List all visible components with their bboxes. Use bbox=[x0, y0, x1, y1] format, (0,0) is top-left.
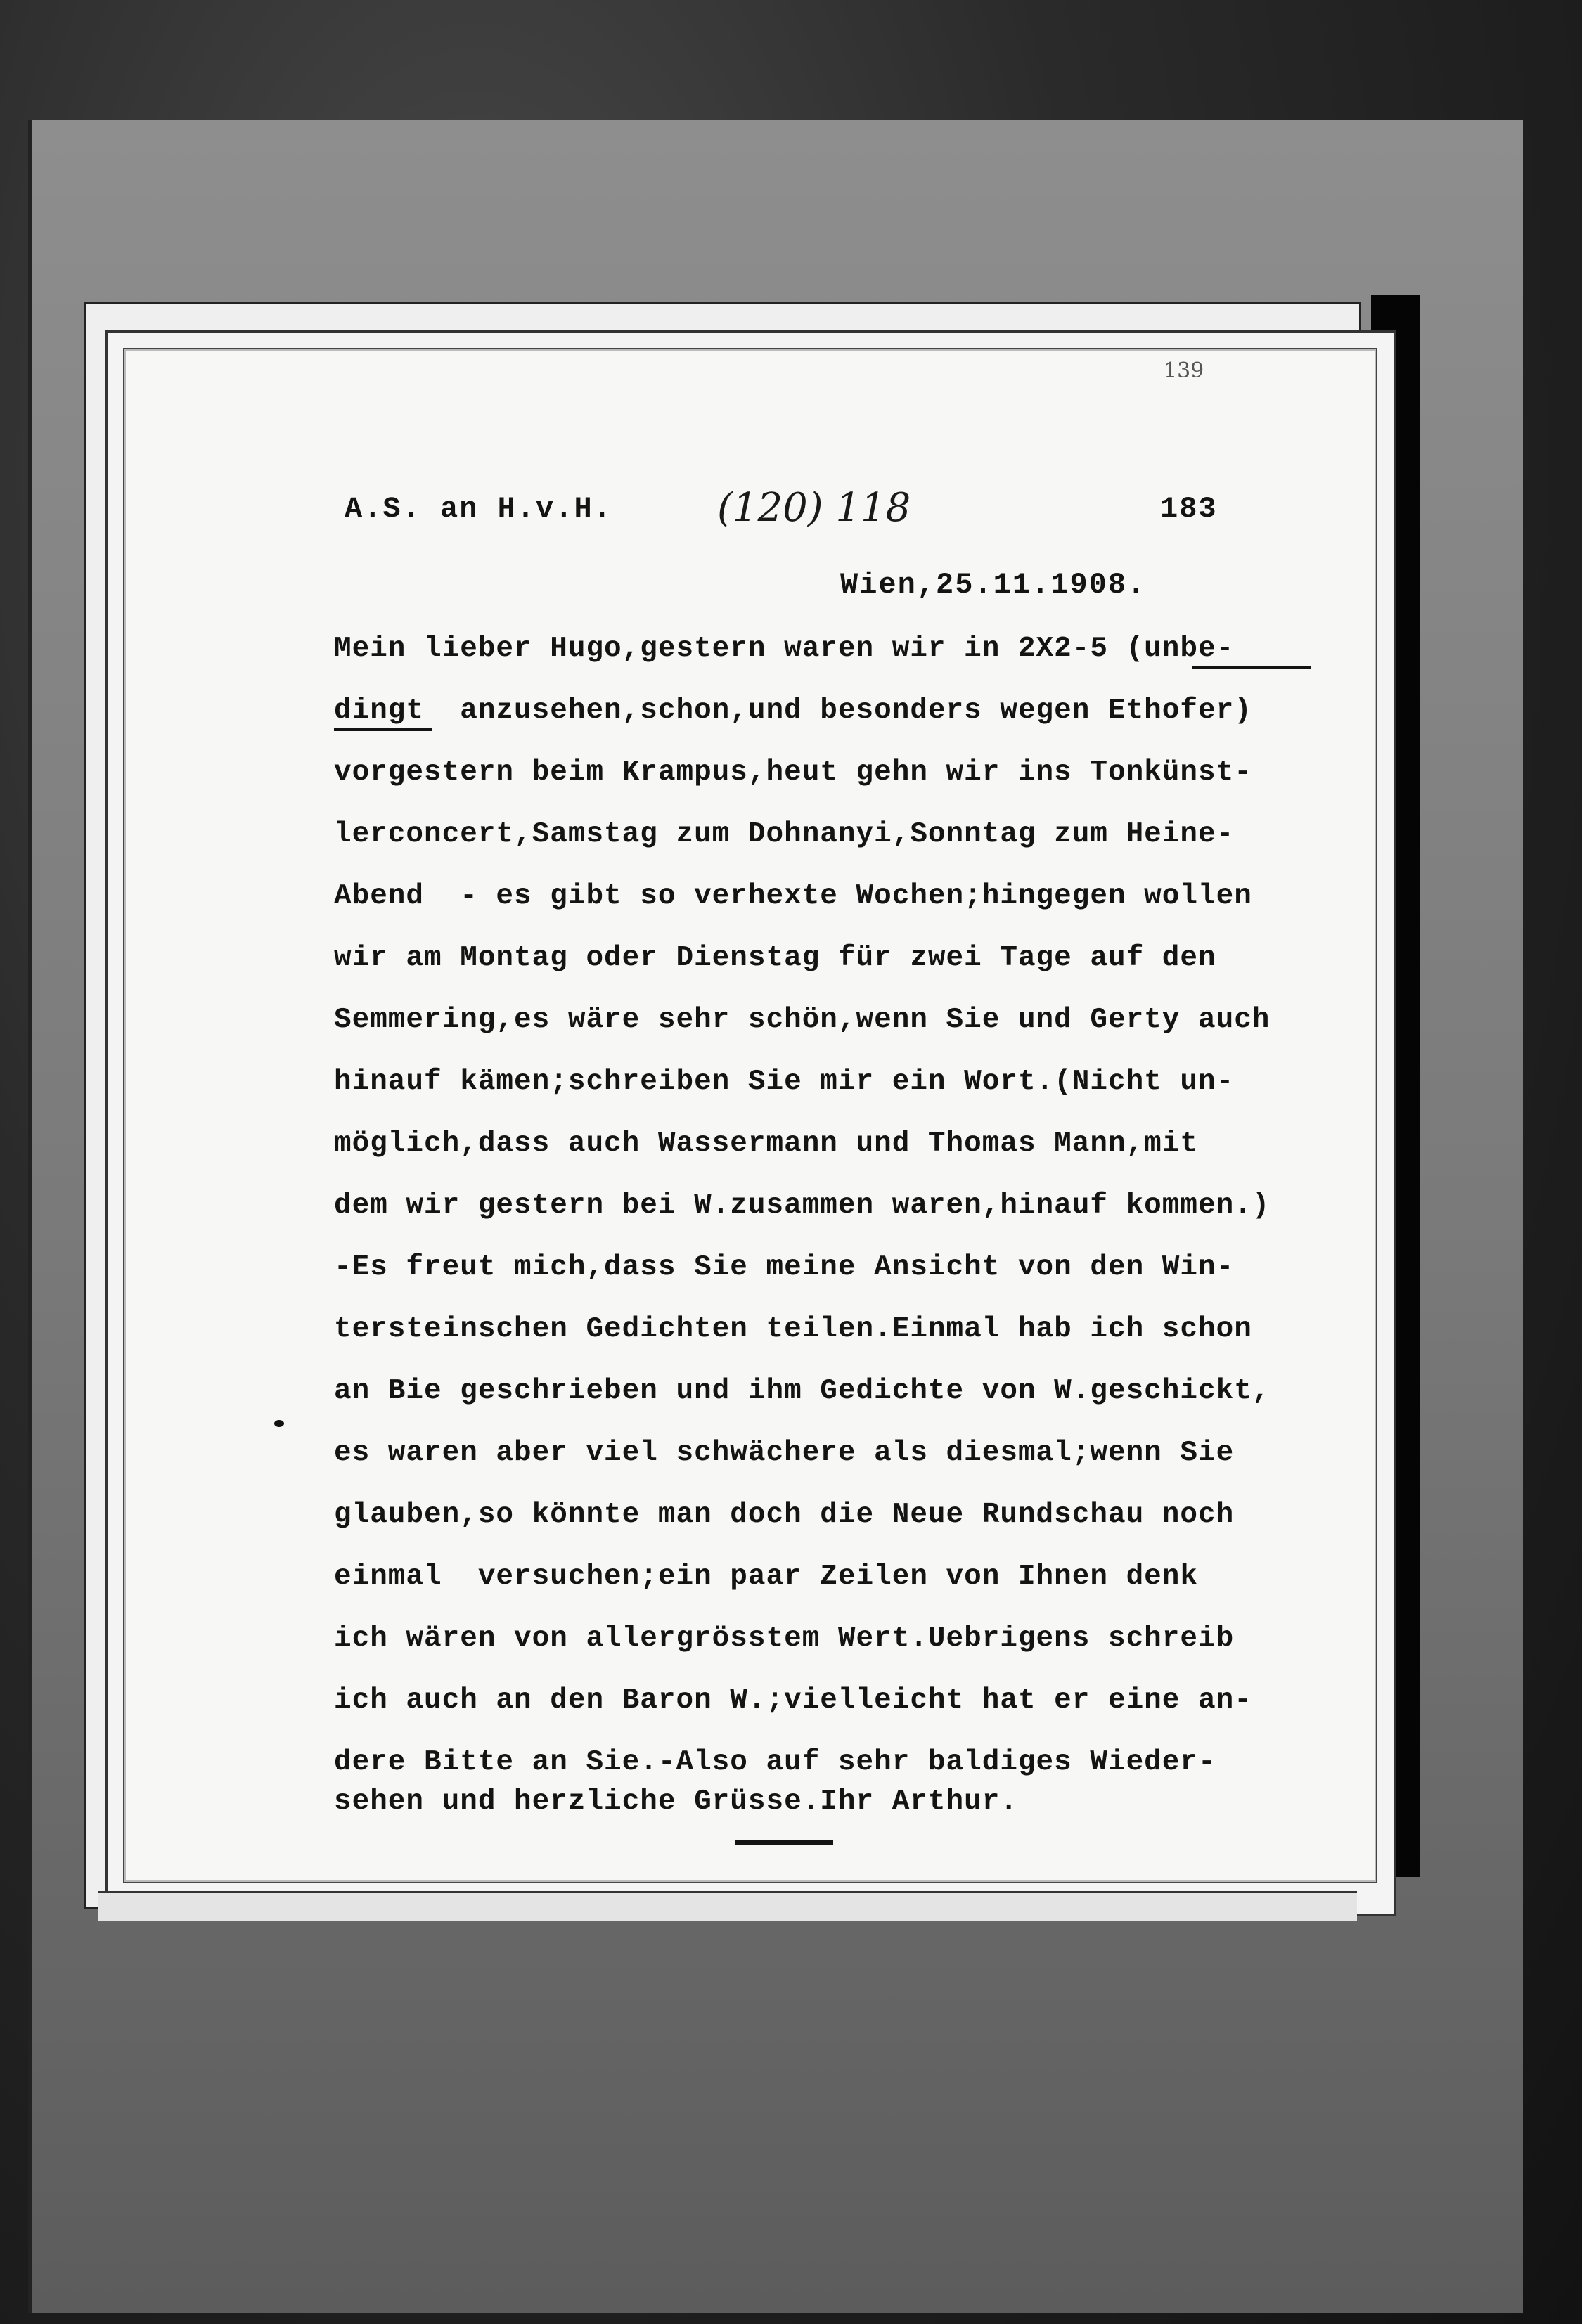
letter-line-9: möglich,dass auch Wassermann und Thomas Mann,mit bbox=[334, 1128, 1198, 1160]
letter-line-18: ich auch an den Baron W.;vielleicht hat er eine an- bbox=[334, 1684, 1252, 1717]
underline-unbe bbox=[1192, 666, 1311, 669]
letter-date-line: Wien,25.11.1908. bbox=[840, 568, 1147, 602]
letter-line-7: Semmering,es wäre sehr schön,wenn Sie und Gerty auch bbox=[334, 1004, 1271, 1036]
letter-line-8: hinauf kämen;schreiben Sie mir ein Wort.(Nicht un- bbox=[334, 1066, 1235, 1098]
letter-line-14: es waren aber viel schwächere als diesmal;wenn Sie bbox=[334, 1437, 1235, 1469]
letter-line-19: dere Bitte an Sie.-Also auf sehr baldiges Wieder- bbox=[334, 1746, 1216, 1778]
handwritten-archive-mark: (120) 118 bbox=[717, 485, 911, 531]
letter-line-4: lerconcert,Samstag zum Dohnanyi,Sonntag zum Heine- bbox=[334, 818, 1235, 851]
letter-line-10: dem wir gestern bei W.zusammen waren,hinauf kommen.) bbox=[334, 1189, 1271, 1222]
page-stack-edge bbox=[98, 1891, 1357, 1921]
letter-line-6: wir am Montag oder Dienstag für zwei Tage auf den bbox=[334, 942, 1216, 974]
letter-line-1: Mein lieber Hugo,gestern waren wir in 2X2-5 (unbe- bbox=[334, 633, 1235, 665]
letter-line-2: dingt anzusehen,schon,und besonders wegen Ethofer) bbox=[334, 695, 1252, 727]
letter-header-sender-recipient: A.S. an H.v.H. bbox=[345, 492, 612, 526]
letter-line-15: glauben,so könnte man doch die Neue Rundschau noch bbox=[334, 1499, 1235, 1531]
underline-dingt bbox=[334, 728, 432, 731]
archive-pencil-number: 139 bbox=[1164, 359, 1204, 383]
letter-line-16: einmal versuchen;ein paar Zeilen von Ihnen denk bbox=[334, 1561, 1198, 1593]
letter-page-number: 183 bbox=[1160, 492, 1218, 526]
ink-speck bbox=[274, 1420, 284, 1427]
signoff-rule bbox=[735, 1840, 833, 1845]
letter-line-12: tersteinschen Gedichten teilen.Einmal hab ich schon bbox=[334, 1313, 1252, 1345]
letter-line-20: sehen und herzliche Grüsse.Ihr Arthur. bbox=[334, 1786, 1018, 1818]
letter-line-11: -Es freut mich,dass Sie meine Ansicht von den Win- bbox=[334, 1251, 1235, 1284]
letter-line-3: vorgestern beim Krampus,heut gehn wir ins Tonkünst- bbox=[334, 756, 1252, 789]
letter-line-13: an Bie geschrieben und ihm Gedichte von W.geschickt, bbox=[334, 1375, 1271, 1407]
letter-line-5: Abend - es gibt so verhexte Wochen;hingegen wollen bbox=[334, 880, 1252, 912]
letter-line-17: ich wären von allergrösstem Wert.Uebrigens schreib bbox=[334, 1622, 1235, 1655]
